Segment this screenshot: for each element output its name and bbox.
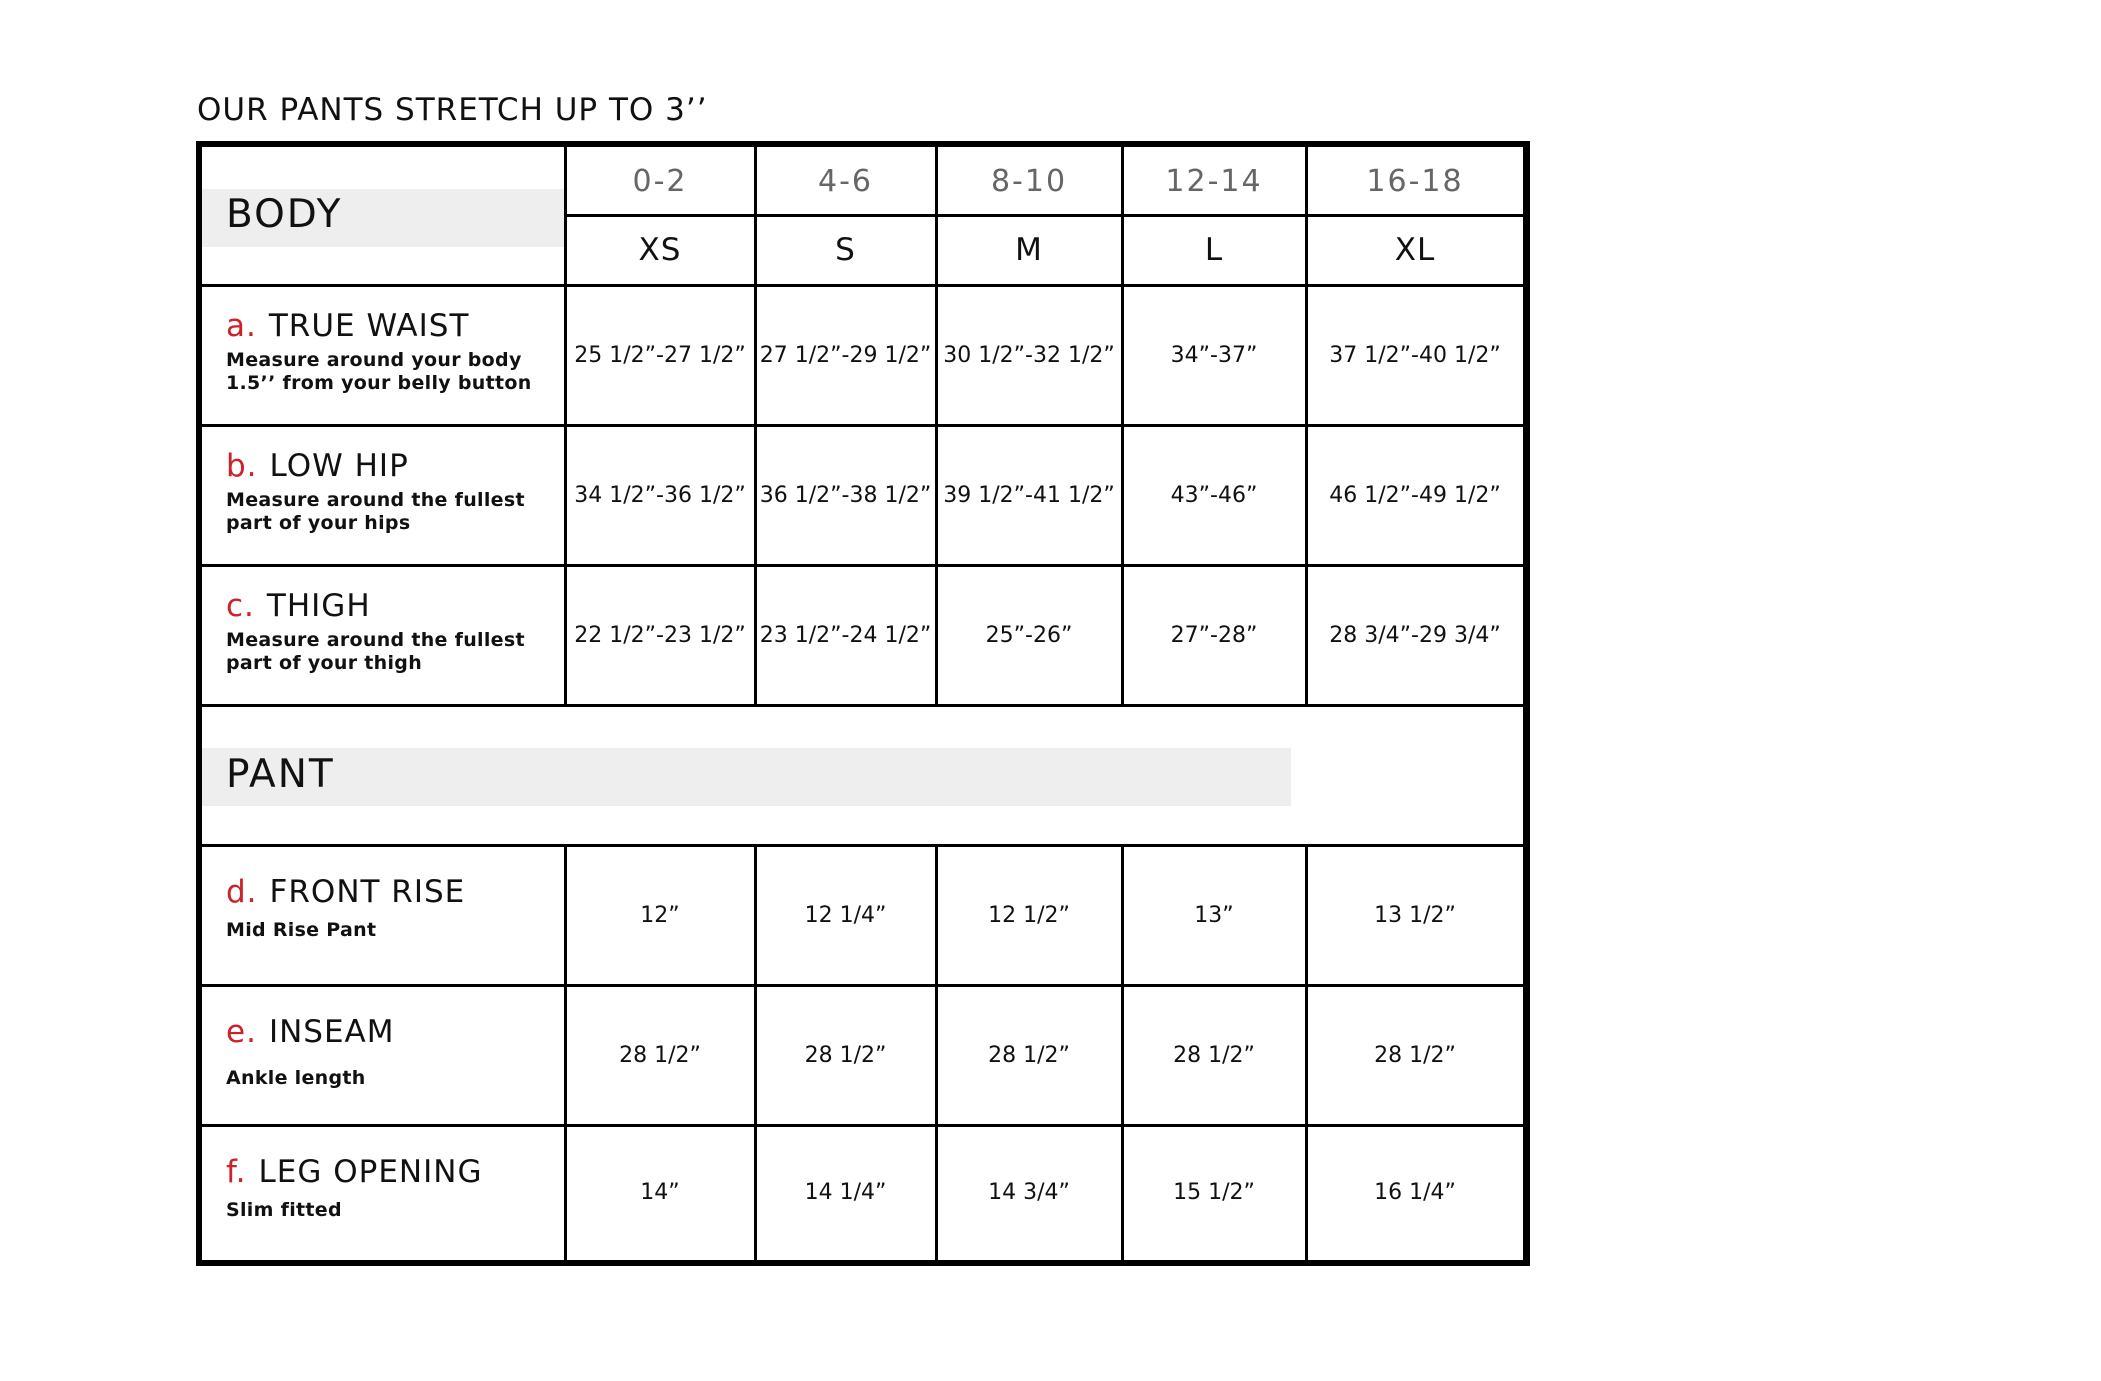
measurement-title	[226, 449, 525, 485]
measurement-title	[226, 309, 532, 345]
measurement-letter: d.	[226, 874, 258, 910]
measurement-description-2: part of your hips	[226, 512, 411, 535]
measurement-title	[226, 875, 465, 911]
measurement-value: 14 3/4”	[988, 1180, 1070, 1205]
measurement-value: 34”-37”	[1170, 342, 1258, 368]
measurement-title	[226, 1155, 482, 1191]
size-range-2: 8-10	[990, 163, 1068, 199]
size-range-0: 0-2	[632, 163, 688, 199]
measurement-value: 37 1/2”-40 1/2”	[1329, 342, 1501, 368]
measurement-value: 25 1/2”-27 1/2”	[574, 342, 746, 368]
size-label-3: L	[1204, 232, 1224, 268]
size-label-2: M	[1015, 232, 1043, 268]
measurement-name: FRONT RISE	[269, 874, 466, 910]
measurement-value: 22 1/2”-23 1/2”	[574, 622, 746, 648]
measurement-value: 27 1/2”-29 1/2”	[759, 342, 932, 368]
measurement-value: 43”-46”	[1170, 482, 1258, 508]
size-label-1: S	[835, 232, 856, 268]
measurement-name: LEG OPENING	[258, 1154, 483, 1190]
measurement-value: 13 1/2”	[1374, 902, 1456, 928]
measurement-description-2: 1.5’’ from your belly button	[226, 372, 532, 395]
measurement-name: INSEAM	[268, 1014, 395, 1050]
measurement-name: TRUE WAIST	[268, 308, 470, 344]
measurement-value: 14”	[640, 1180, 680, 1205]
measurement-label	[226, 1155, 482, 1222]
measurement-value: 28 1/2”	[619, 1042, 701, 1068]
size-label-4: XL	[1394, 232, 1436, 268]
measurement-value: 12”	[640, 902, 680, 928]
measurement-name: LOW HIP	[269, 448, 409, 484]
measurement-description: Measure around your body	[226, 348, 522, 371]
measurement-value: 15 1/2”	[1173, 1180, 1255, 1205]
measurement-value: 28 1/2”	[1374, 1042, 1456, 1068]
measurement-title	[226, 589, 525, 625]
measurement-description: Ankle length	[226, 1066, 366, 1089]
pant-section-label: PANT	[226, 752, 335, 797]
measurement-value: 14 1/4”	[804, 1180, 887, 1205]
measurement-letter: e.	[226, 1014, 257, 1050]
measurement-description-2: part of your thigh	[226, 652, 423, 675]
measurement-value: 28 3/4”-29 3/4”	[1329, 622, 1501, 648]
measurement-value: 39 1/2”-41 1/2”	[943, 482, 1115, 508]
measurement-label	[226, 875, 465, 942]
measurement-value: 23 1/2”-24 1/2”	[759, 622, 932, 648]
size-label-0: XS	[638, 232, 682, 268]
measurement-description: Measure around the fullest	[226, 628, 525, 651]
measurement-value: 46 1/2”-49 1/2”	[1329, 482, 1501, 508]
measurement-value: 28 1/2”	[804, 1042, 887, 1068]
measurement-letter: f.	[226, 1154, 247, 1190]
size-range-4: 16-18	[1366, 163, 1464, 199]
measurement-label	[226, 1015, 395, 1090]
size-chart-table	[196, 141, 1530, 1266]
size-range-1: 4-6	[818, 163, 873, 199]
measurement-description: Measure around the fullest	[226, 488, 525, 511]
measurement-value: 30 1/2”-32 1/2”	[943, 342, 1115, 368]
measurement-value: 12 1/4”	[804, 902, 887, 928]
body-section-label: BODY	[226, 192, 343, 237]
page-heading: OUR PANTS STRETCH UP TO 3’’	[197, 92, 708, 128]
size-range-3: 12-14	[1165, 163, 1263, 199]
pant-section-band	[202, 748, 1291, 806]
measurement-value: 36 1/2”-38 1/2”	[759, 482, 932, 508]
measurement-value: 28 1/2”	[1173, 1042, 1255, 1068]
measurement-letter: c.	[226, 588, 255, 624]
measurement-value: 16 1/4”	[1374, 1180, 1456, 1205]
measurement-value: 28 1/2”	[988, 1042, 1070, 1068]
measurement-value: 25”-26”	[985, 622, 1073, 648]
measurement-value: 12 1/2”	[988, 902, 1070, 928]
measurement-title	[226, 1015, 395, 1051]
measurement-description: Slim fitted	[226, 1198, 342, 1221]
measurement-letter: a.	[226, 308, 257, 344]
measurement-label	[226, 309, 532, 396]
measurement-label	[226, 589, 525, 676]
measurement-value: 34 1/2”-36 1/2”	[574, 482, 746, 508]
measurement-value: 13”	[1194, 902, 1234, 928]
measurement-letter: b.	[226, 448, 258, 484]
measurement-label	[226, 449, 525, 536]
measurement-description: Mid Rise Pant	[226, 918, 377, 941]
measurement-value: 27”-28”	[1170, 622, 1258, 648]
measurement-name: THIGH	[266, 588, 371, 624]
